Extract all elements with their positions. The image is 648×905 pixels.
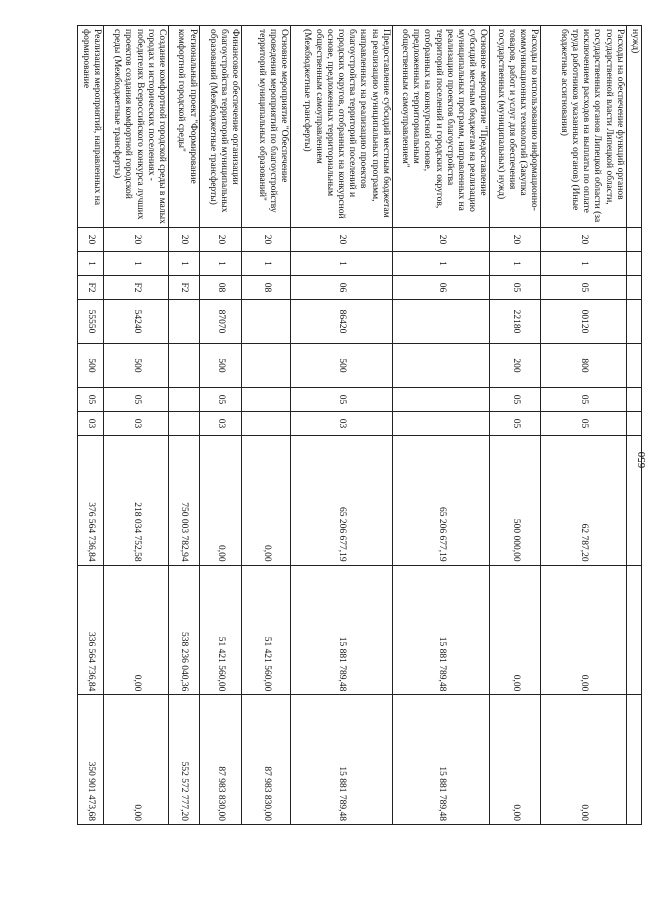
code-expense-type xyxy=(169,344,200,388)
code-section xyxy=(626,388,641,412)
code-section: 05 xyxy=(490,388,541,412)
code-section: 05 xyxy=(291,388,393,412)
row-name: Реализация мероприятий, направленных на формирование xyxy=(78,26,104,228)
sum-year-2: 538 236 040,36 xyxy=(169,565,200,695)
sum-year-3: 15 881 789,48 xyxy=(392,695,490,825)
sum-year-3: 87 983 830,00 xyxy=(242,695,291,825)
sum-year-2: 15 881 789,48 xyxy=(392,565,490,695)
code-direction xyxy=(392,300,490,344)
code-subprogram: 1 xyxy=(169,252,200,276)
sum-year-2 xyxy=(626,565,641,695)
sum-year-2: 51 421 560,00 xyxy=(242,565,291,695)
sum-year-2: 336 564 736,84 xyxy=(78,565,104,695)
code-section: 05 xyxy=(103,388,168,412)
code-section: 05 xyxy=(78,388,104,412)
code-direction: 54240 xyxy=(103,300,168,344)
code-event: F2 xyxy=(169,276,200,300)
code-section: 05 xyxy=(541,388,626,412)
sum-year-1: 500 000,00 xyxy=(490,436,541,566)
sum-year-1: 65 206 677,19 xyxy=(392,436,490,566)
row-name: Основное мероприятие "Обеспечение проведения мероприятий по благоустройству территорий муниципальных образований" xyxy=(242,26,291,228)
sum-year-3: 552 572 777,20 xyxy=(169,695,200,825)
code-event xyxy=(626,276,641,300)
code-program: 20 xyxy=(103,228,168,252)
sum-year-3: 87 983 830,00 xyxy=(199,695,242,825)
table-row xyxy=(169,26,200,825)
sum-year-1: 62 787,20 xyxy=(541,436,626,566)
code-subsection xyxy=(242,412,291,436)
code-expense-type: 500 xyxy=(103,344,168,388)
code-direction: 86420 xyxy=(291,300,393,344)
table-row xyxy=(103,26,168,825)
code-section xyxy=(169,388,200,412)
table-row xyxy=(291,26,393,825)
sum-year-2: 15 881 789,48 xyxy=(291,565,393,695)
code-event: 08 xyxy=(242,276,291,300)
sum-year-1: 218 034 752,58 xyxy=(103,436,168,566)
page-number: 650 xyxy=(636,451,648,469)
code-subsection: 03 xyxy=(103,412,168,436)
budget-table xyxy=(77,25,642,825)
code-subprogram: 1 xyxy=(199,252,242,276)
code-direction xyxy=(169,300,200,344)
sum-year-3 xyxy=(626,695,641,825)
code-program: 20 xyxy=(242,228,291,252)
rotated-table-container xyxy=(77,25,642,825)
row-name: Предоставление субсидий местным бюджетам на реализацию муниципальных программ, направленных на реализацию проектов благоустройства территорий поселений и городских округов, отобранных на конкурсной основе, предложенных территориальным общественным самоуправлением (Межбюджетные трансферты) xyxy=(291,26,393,228)
code-direction xyxy=(242,300,291,344)
sum-year-3: 15 881 789,48 xyxy=(291,695,393,825)
code-subprogram: 1 xyxy=(78,252,104,276)
sum-year-1: 376 564 736,84 xyxy=(78,436,104,566)
code-section: 05 xyxy=(199,388,242,412)
row-name: Расходы по использованию информационно-коммуникационных технологий (Закупка товаров, работ и услуг для обеспечения государственных (муниципальных) нужд) xyxy=(490,26,541,228)
table-row xyxy=(199,26,242,825)
table-row xyxy=(541,26,626,825)
code-subprogram: 1 xyxy=(490,252,541,276)
code-program: 20 xyxy=(291,228,393,252)
code-subsection: 03 xyxy=(199,412,242,436)
table-row xyxy=(78,26,104,825)
code-subprogram: 1 xyxy=(392,252,490,276)
code-event: F2 xyxy=(78,276,104,300)
code-subprogram: 1 xyxy=(541,252,626,276)
code-subsection: 03 xyxy=(78,412,104,436)
code-expense-type: 500 xyxy=(78,344,104,388)
code-expense-type: 500 xyxy=(199,344,242,388)
code-expense-type: 200 xyxy=(490,344,541,388)
code-program: 20 xyxy=(490,228,541,252)
code-program: 20 xyxy=(392,228,490,252)
sum-year-2: 51 421 560,00 xyxy=(199,565,242,695)
sum-year-3: 350 901 473,68 xyxy=(78,695,104,825)
code-subsection: 05 xyxy=(541,412,626,436)
code-subsection xyxy=(392,412,490,436)
code-subsection: 05 xyxy=(490,412,541,436)
code-subprogram: 1 xyxy=(242,252,291,276)
row-name: Создание комфортной городской среды в малых городах и исторических поселениях - победителях Всероссийского конкурса лучших проектов создания комфортной городской среды (Межбюджетные трансферты) xyxy=(103,26,168,228)
code-event: 05 xyxy=(541,276,626,300)
code-program: 20 xyxy=(199,228,242,252)
code-expense-type: 800 xyxy=(541,344,626,388)
code-program: 20 xyxy=(541,228,626,252)
code-section xyxy=(242,388,291,412)
code-subsection: 03 xyxy=(291,412,393,436)
code-event: 06 xyxy=(291,276,393,300)
sum-year-1: 750 003 782,94 xyxy=(169,436,200,566)
table-row xyxy=(490,26,541,825)
row-name: Расходы на обеспечение функций органов государственной власти Липецкой области, государственных органов Липецкой области (за исключением расходов на выплаты по оплате труда работников указанных органов) (Иные бюджетные ассигнования) xyxy=(541,26,626,228)
code-program xyxy=(626,228,641,252)
row-name: нужд) xyxy=(626,26,641,228)
sum-year-1 xyxy=(626,436,641,566)
code-direction: 22180 xyxy=(490,300,541,344)
code-event: 06 xyxy=(392,276,490,300)
sum-year-3: 0,00 xyxy=(103,695,168,825)
sum-year-1: 0,00 xyxy=(199,436,242,566)
table-row xyxy=(626,26,641,825)
code-expense-type xyxy=(392,344,490,388)
code-section xyxy=(392,388,490,412)
row-name: Региональный проект "Формирование комфортной городской среды" xyxy=(169,26,200,228)
code-event: 05 xyxy=(490,276,541,300)
code-direction xyxy=(626,300,641,344)
budget-table-body xyxy=(78,26,642,825)
sum-year-3: 0,00 xyxy=(541,695,626,825)
sum-year-3: 0,00 xyxy=(490,695,541,825)
code-direction: 87070 xyxy=(199,300,242,344)
code-subprogram: 1 xyxy=(291,252,393,276)
code-program: 20 xyxy=(169,228,200,252)
sum-year-2: 0,00 xyxy=(490,565,541,695)
code-subsection xyxy=(169,412,200,436)
code-expense-type xyxy=(626,344,641,388)
code-subprogram: 1 xyxy=(103,252,168,276)
row-name: Финансовое обеспечение организации благоустройства территорий муниципальных образований (Межбюджетные трансферты) xyxy=(199,26,242,228)
code-event: 08 xyxy=(199,276,242,300)
table-row xyxy=(242,26,291,825)
sum-year-2: 0,00 xyxy=(103,565,168,695)
code-expense-type: 500 xyxy=(291,344,393,388)
table-row xyxy=(392,26,490,825)
code-direction: 55550 xyxy=(78,300,104,344)
sum-year-1: 65 206 677,19 xyxy=(291,436,393,566)
row-name: Основное мероприятие "Предоставление субсидий местным бюджетам на реализацию муниципальных программ, направленных на реализацию проектов благоустройства территорий поселений и городских округов, отобранных на конкурсной основе, предложенных территориальным общественным самоуправлением" xyxy=(392,26,490,228)
code-direction: 00120 xyxy=(541,300,626,344)
code-event: F2 xyxy=(103,276,168,300)
code-program: 20 xyxy=(78,228,104,252)
sum-year-1: 0,00 xyxy=(242,436,291,566)
code-subsection xyxy=(626,412,641,436)
sum-year-2: 0,00 xyxy=(541,565,626,695)
code-expense-type xyxy=(242,344,291,388)
code-subprogram xyxy=(626,252,641,276)
